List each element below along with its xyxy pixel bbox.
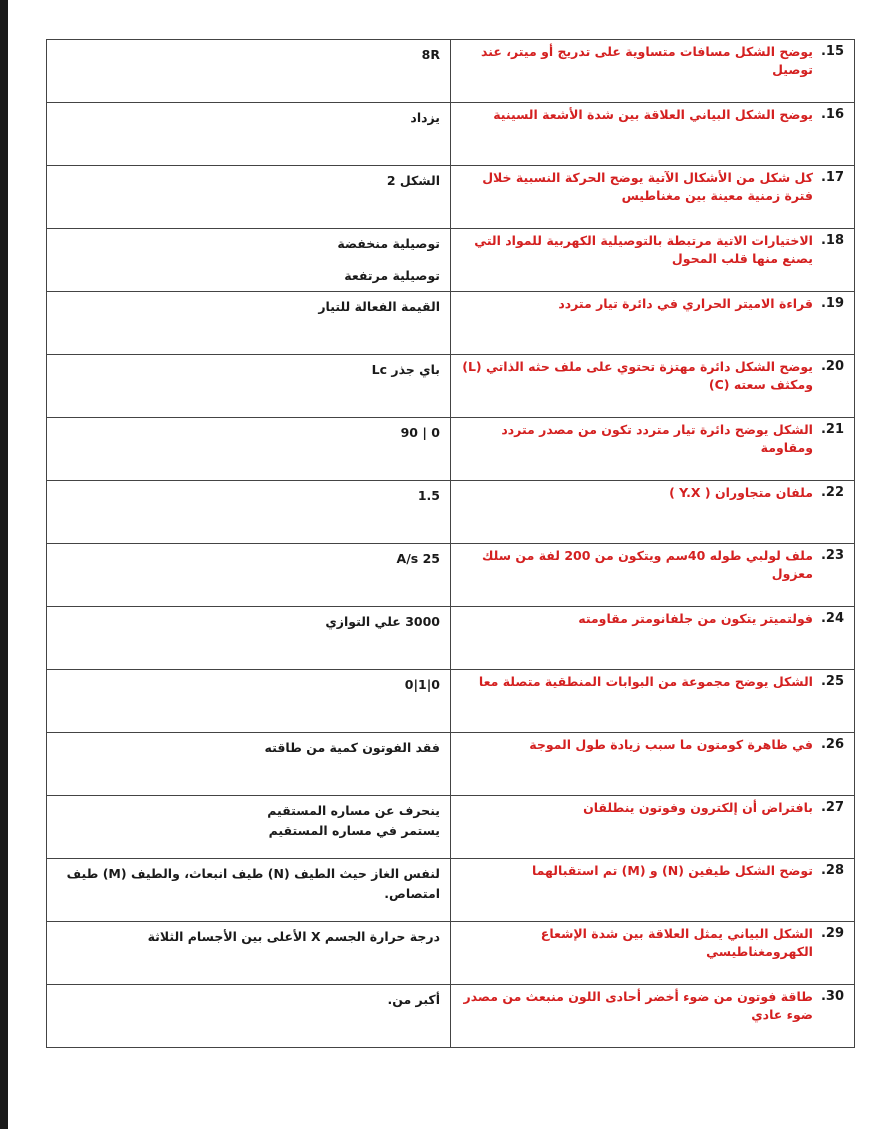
answer-cell (47, 103, 451, 166)
answer-cell (47, 229, 451, 292)
table-row (47, 922, 855, 985)
question-cell (451, 103, 855, 166)
table-row (47, 670, 855, 733)
question-number: .29 (820, 926, 844, 941)
question-wrap (461, 736, 844, 755)
table-row (47, 166, 855, 229)
answer-cell (47, 670, 451, 733)
question-number: .15 (820, 44, 844, 59)
table-row (47, 355, 855, 418)
table-row (47, 544, 855, 607)
answer-cell (47, 922, 451, 985)
question-number: .23 (820, 548, 844, 563)
question-number: .26 (820, 737, 844, 752)
answer-text: 0 | 90 (400, 425, 440, 440)
question-wrap (461, 169, 844, 205)
question-text: في ظاهرة كومتون ما سبب زيادة طول الموجة (529, 737, 813, 752)
question-text: توضح الشكل طيفين (N) و (M) تم استقبالهما (531, 863, 813, 878)
question-cell (451, 418, 855, 481)
answer-cell (47, 859, 451, 922)
answer-text: فقد الفوتون كمية من طاقته (264, 740, 440, 755)
answer-text: 1.5 (417, 488, 440, 503)
answer-cell (47, 292, 451, 355)
table-row (47, 292, 855, 355)
question-wrap (461, 547, 844, 583)
table-row (47, 985, 855, 1048)
question-wrap (461, 421, 844, 457)
answer-cell (47, 355, 451, 418)
answer-text: أكبر من. (387, 992, 440, 1007)
question-wrap (461, 799, 844, 818)
answer-cell (47, 40, 451, 103)
question-text: قراءة الاميتر الحراري في دائرة تيار متردد (558, 296, 813, 311)
question-cell (451, 292, 855, 355)
question-text: ملف لولبي طوله 40سم ويتكون من 200 لفة من سلك معزول (481, 548, 813, 582)
question-cell (451, 544, 855, 607)
answer-cell (47, 607, 451, 670)
answer-text: 0|1|0 (404, 677, 440, 692)
answer-cell (47, 796, 451, 859)
question-cell (451, 229, 855, 292)
answer-cell (47, 481, 451, 544)
answer-text: ينحرف عن مساره المستقيم (267, 803, 440, 818)
question-text: الاختيارات الاتية مرتبطة بالتوصيلية الكهربية للمواد التي يصنع منها قلب المحول (474, 233, 813, 267)
question-wrap (461, 988, 844, 1024)
question-wrap (461, 673, 844, 692)
question-number: .30 (820, 989, 844, 1004)
question-cell (451, 355, 855, 418)
answer-text: 3000 علي التوازي (325, 614, 440, 629)
question-cell (451, 670, 855, 733)
table-row (47, 418, 855, 481)
question-wrap (461, 862, 844, 881)
question-cell (451, 922, 855, 985)
question-number: .19 (820, 296, 844, 311)
table-row (47, 229, 855, 292)
question-number: .24 (820, 611, 844, 626)
question-number: .22 (820, 485, 844, 500)
question-cell (451, 859, 855, 922)
table-row (47, 103, 855, 166)
question-number: .21 (820, 422, 844, 437)
answer-cell (47, 166, 451, 229)
question-text: ملفان متجاوران ( Y.X ) (669, 485, 813, 500)
question-text: بافتراض أن إلكترون وفوتون ينطلقان (583, 800, 813, 815)
question-wrap (461, 295, 844, 314)
table-row (47, 796, 855, 859)
question-cell (451, 607, 855, 670)
question-text: كل شكل من الأشكال الآتية يوضح الحركة النسبية خلال فترة زمنية معينة بين مغناطيس (482, 170, 813, 204)
table-row (47, 481, 855, 544)
question-number: .18 (820, 233, 844, 248)
question-cell (451, 733, 855, 796)
questions-answers-table (46, 39, 855, 1048)
answer-text: باي جذر Lc (371, 362, 440, 377)
question-wrap (461, 610, 844, 629)
question-wrap (461, 484, 844, 503)
question-number: .28 (820, 863, 844, 878)
question-number: .20 (820, 359, 844, 374)
table-row (47, 733, 855, 796)
question-cell (451, 40, 855, 103)
answer-cell (47, 985, 451, 1048)
answer-text: القيمة الفعالة للتيار (318, 299, 440, 314)
question-text: الشكل البياني يمثل العلاقة بين شدة الإشعاع الكهرومغناطيسي (540, 926, 813, 960)
question-number: .17 (820, 170, 844, 185)
question-cell (451, 985, 855, 1048)
answer-cell (47, 544, 451, 607)
answer-text: يستمر في مساره المستقيم (268, 823, 440, 838)
answer-text: 25 A/s (396, 551, 440, 566)
question-text: طاقة فوتون من ضوء أخضر أحادى اللون منبعث من مصدر ضوء عادي (463, 989, 813, 1023)
answer-cell (47, 418, 451, 481)
answer-text: توصيلية منخفضة (337, 236, 440, 251)
question-number: .16 (820, 107, 844, 122)
answer-cell (47, 733, 451, 796)
question-number: .25 (820, 674, 844, 689)
answer-text: 8R (421, 47, 440, 62)
table-row (47, 607, 855, 670)
question-cell (451, 166, 855, 229)
question-text: الشكل يوضح دائرة تيار متردد تكون من مصدر متردد ومقاومة (501, 422, 813, 456)
question-wrap (461, 43, 844, 79)
answer-gap (55, 254, 440, 266)
question-cell (451, 796, 855, 859)
question-number: .27 (820, 800, 844, 815)
question-text: يوضح الشكل دائرة مهتزة تحتوي على ملف حثه الذاتي (L) ومكثف سعته (C) (462, 359, 813, 393)
question-wrap (461, 106, 844, 125)
question-text: يوضح الشكل البياني العلاقة بين شدة الأشعة السينية (493, 107, 813, 122)
question-text: يوضح الشكل مسافات متساوية على تدريج أو ميتر، عند توصيل (481, 44, 813, 78)
question-wrap (461, 232, 844, 268)
question-wrap (461, 358, 844, 394)
answer-text: لنفس الغاز حيث الطيف (N) طيف انبعاث، والطيف (M) طيف امتصاص. (66, 866, 440, 901)
question-text: الشكل يوضح مجموعة من البوابات المنطقية متصلة معا (478, 674, 813, 689)
table-row (47, 40, 855, 103)
answer-text: توصيلية مرتفعة (344, 268, 440, 283)
table-row (47, 859, 855, 922)
answer-text: الشكل 2 (386, 173, 440, 188)
answer-text: درجة حرارة الجسم X الأعلى بين الأجسام الثلاثة (147, 929, 440, 944)
question-text: فولتميتر يتكون من جلفانومتر مقاومته (578, 611, 813, 626)
answer-text: يزداد (410, 110, 440, 125)
question-cell (451, 481, 855, 544)
question-wrap (461, 925, 844, 961)
